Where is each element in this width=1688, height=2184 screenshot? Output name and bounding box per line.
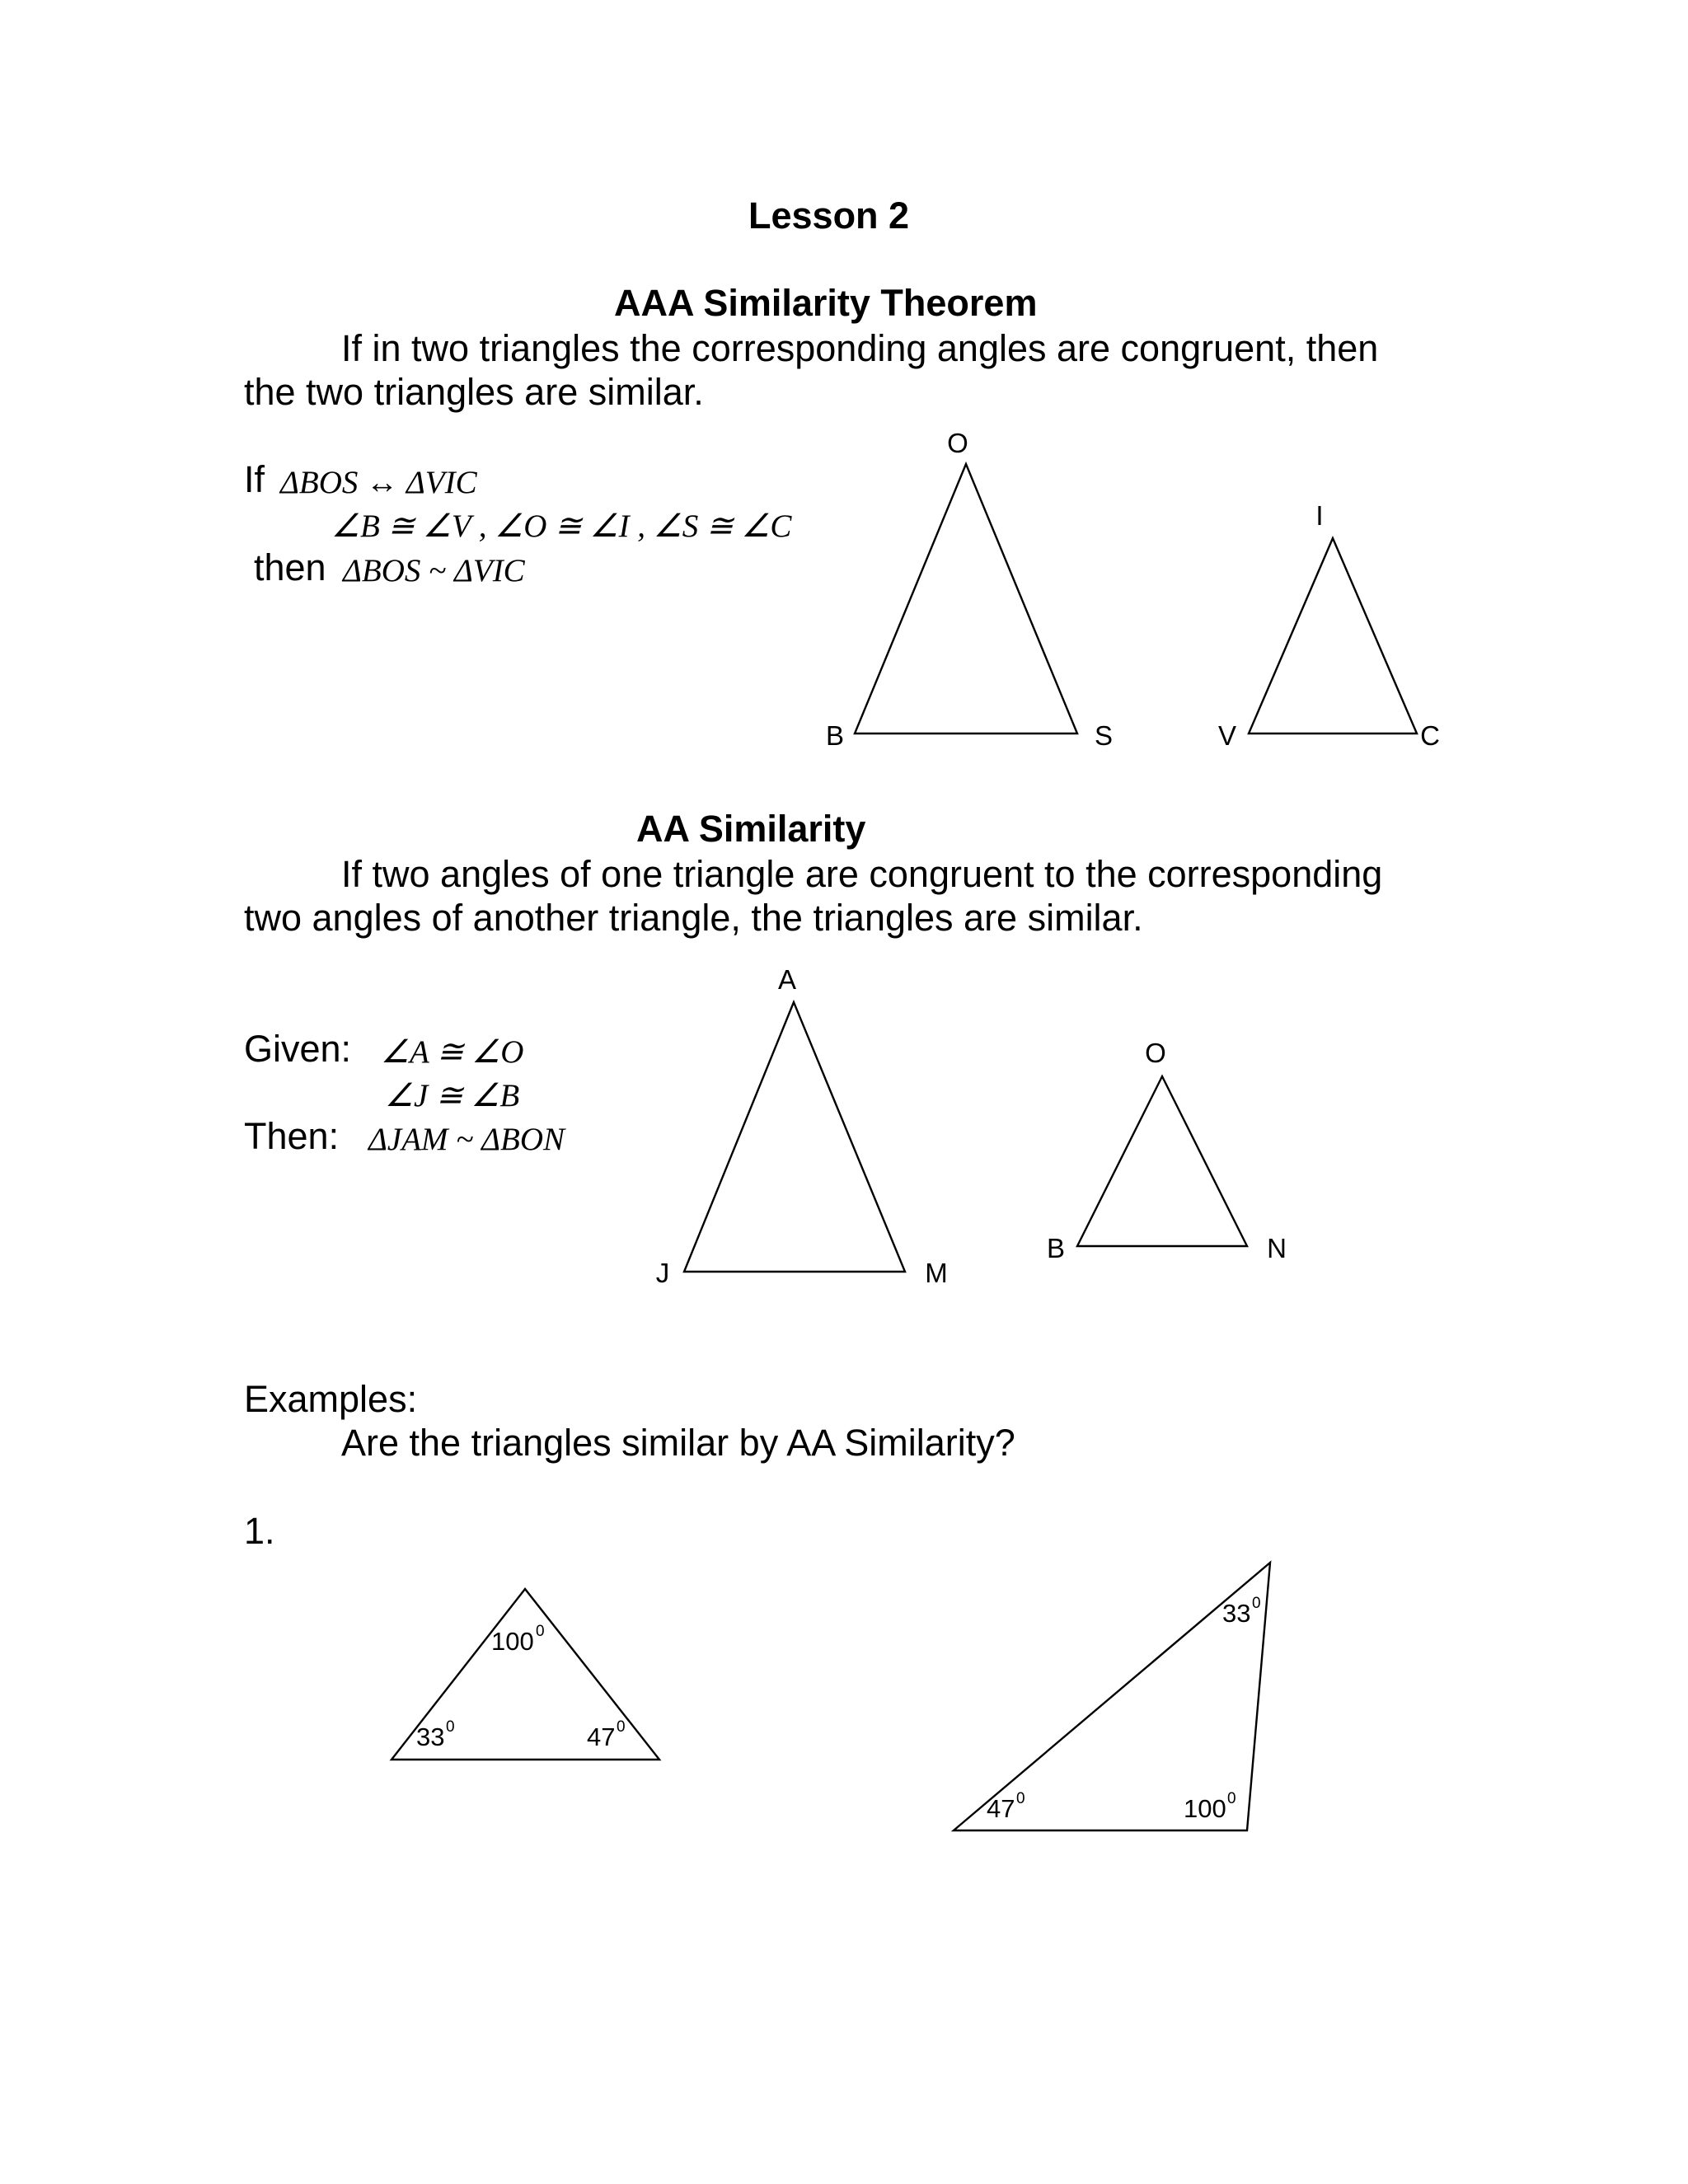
examples-heading: Examples:	[244, 1378, 418, 1420]
angle-label-100-right	[1184, 1790, 1236, 1823]
degree-mark: 0	[1252, 1595, 1261, 1612]
angle-value: 47	[587, 1722, 616, 1751]
aa-statement-line2: two angles of another triangle, the triangles are similar.	[244, 897, 1143, 939]
angle-value: 100	[1184, 1794, 1226, 1823]
aaa-conclusion: ΔBOS ~ ΔVIC	[343, 553, 525, 588]
vertex-label-s: S	[1094, 720, 1114, 751]
vertex-label-o2: O	[1145, 1038, 1166, 1068]
angle-value: 33	[416, 1722, 445, 1751]
given-angle-2: ∠J ≅ ∠B	[385, 1078, 520, 1113]
vertex-label-m: M	[925, 1258, 948, 1288]
angle-value: 100	[491, 1627, 534, 1656]
given-angle-1: ∠A ≅ ∠O	[381, 1034, 524, 1070]
given-word: Given:	[244, 1028, 352, 1070]
angle-label-100-left	[491, 1623, 545, 1656]
examples-question: Are the triangles similar by AA Similarity?	[341, 1422, 1015, 1464]
degree-mark: 0	[1016, 1790, 1025, 1807]
triangle-vic	[1249, 538, 1417, 733]
vertex-label-a: A	[777, 964, 797, 995]
aaa-then-word: then	[254, 546, 326, 588]
angle-label-47-right	[987, 1790, 1025, 1823]
lesson-title: Lesson 2	[748, 194, 910, 237]
aa-similarity-title: AA Similarity	[636, 808, 866, 850]
triangle-bos	[855, 464, 1077, 733]
vertex-label-c: C	[1420, 720, 1440, 751]
triangle-bon	[1077, 1076, 1247, 1246]
degree-mark: 0	[1227, 1790, 1236, 1807]
aaa-statement-line2: the two triangles are similar.	[244, 371, 704, 413]
triangle-jam	[684, 1002, 905, 1272]
aaa-if-word: If	[244, 458, 265, 500]
angle-label-47-left	[587, 1718, 626, 1751]
vertex-label-b2: B	[1046, 1233, 1066, 1263]
angle-label-33-right	[1222, 1595, 1261, 1628]
angle-value: 47	[987, 1794, 1015, 1823]
angle-label-33-left	[416, 1718, 455, 1751]
vertex-label-n: N	[1267, 1233, 1287, 1263]
aaa-angle-congruences: ∠B ≅ ∠V , ∠O ≅ ∠I , ∠S ≅ ∠C	[331, 509, 792, 544]
vertex-label-j: J	[655, 1258, 670, 1288]
aa-conclusion: ΔJAM ~ ΔBON	[368, 1122, 565, 1157]
angle-value: 33	[1222, 1599, 1251, 1628]
example-number: 1.	[244, 1510, 275, 1552]
aaa-theorem-title: AAA Similarity Theorem	[614, 282, 1038, 324]
aa-statement-line1: If two angles of one triangle are congruent to the corresponding	[341, 853, 1383, 895]
degree-mark: 0	[446, 1718, 455, 1736]
aaa-statement-line1: If in two triangles the corresponding angles are congruent, then	[341, 327, 1379, 369]
aaa-correspondence: ΔBOS ↔ ΔVIC	[280, 465, 477, 500]
degree-mark: 0	[617, 1718, 626, 1736]
vertex-label-i: I	[1315, 500, 1324, 531]
vertex-label-o: O	[947, 428, 968, 458]
degree-mark: 0	[536, 1623, 545, 1640]
vertex-label-b: B	[825, 720, 845, 751]
then-word: Then:	[244, 1115, 340, 1157]
vertex-label-v: V	[1217, 720, 1237, 751]
